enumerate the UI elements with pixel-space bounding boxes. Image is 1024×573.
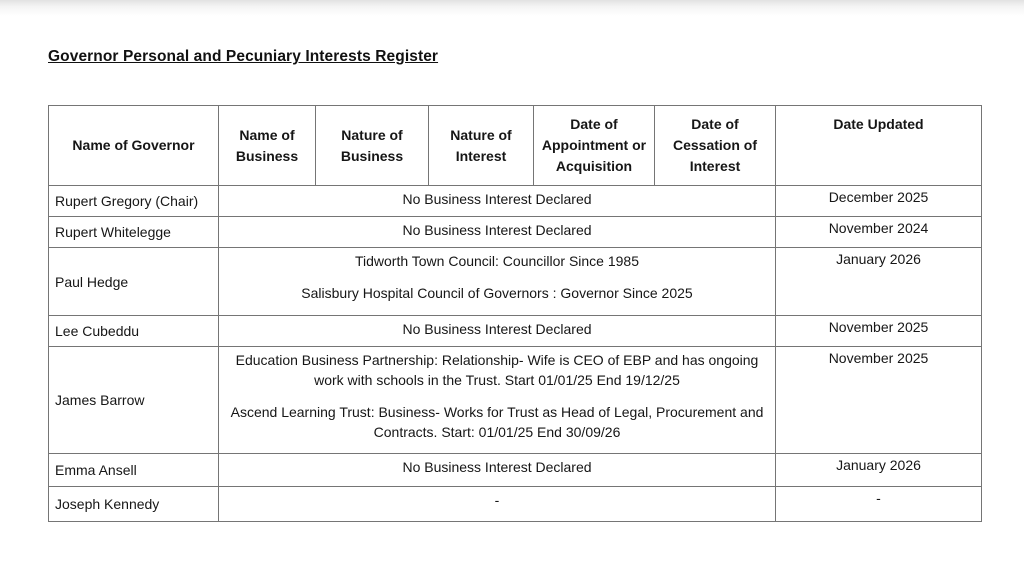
interest-declaration-cell <box>219 487 776 522</box>
interest-declaration-cell <box>219 217 776 248</box>
column-header: Date of Cessation of Interest <box>655 106 776 186</box>
interest-line: Tidworth Town Council: Councillor Since 1985 <box>354 253 640 269</box>
interest-line: No Business Interest Declared <box>402 222 592 238</box>
interest-line: Salisbury Hospital Council of Governors : Governor Since 2025 <box>301 285 693 301</box>
interest-declaration-cell <box>219 248 776 316</box>
interest-line: - <box>494 492 500 508</box>
table-row <box>49 347 982 454</box>
date-updated-cell: December 2025 <box>776 186 982 217</box>
table-row <box>49 316 982 347</box>
table-row <box>49 454 982 487</box>
table-row <box>49 487 982 522</box>
column-header: Nature of Interest <box>429 106 534 186</box>
page-title: Governor Personal and Pecuniary Interests Register <box>48 48 439 65</box>
interest-line: Education Business Partnership: Relationship- Wife is CEO of EBP and has ongoing work with schools in the Trust. Start 01/01/25 End 19/12/25 <box>235 352 759 388</box>
table-row <box>49 217 982 248</box>
date-updated-cell: - <box>776 487 982 522</box>
governor-name-cell: Joseph Kennedy <box>49 487 219 522</box>
column-header: Nature of Business <box>316 106 429 186</box>
date-updated-cell: January 2026 <box>776 454 982 487</box>
date-updated-cell: November 2025 <box>776 347 982 454</box>
table-header <box>49 106 982 186</box>
governor-name-cell: Paul Hedge <box>49 248 219 316</box>
column-header: Name of Governor <box>49 106 219 186</box>
interest-line: No Business Interest Declared <box>402 191 592 207</box>
interest-declaration-cell <box>219 186 776 217</box>
column-header: Name of Business <box>219 106 316 186</box>
interest-line: Ascend Learning Trust: Business- Works for Trust as Head of Legal, Procurement and Contracts. Start: 01/01/25 End 30/09/26 <box>230 404 764 440</box>
date-updated-cell: November 2024 <box>776 217 982 248</box>
table-header-row <box>49 106 982 186</box>
governor-name-cell: Emma Ansell <box>49 454 219 487</box>
table-body <box>49 186 982 522</box>
interests-register-table <box>48 105 982 522</box>
table-row <box>49 186 982 217</box>
date-updated-cell: November 2025 <box>776 316 982 347</box>
governor-name-cell: Rupert Gregory (Chair) <box>49 186 219 217</box>
interest-line: No Business Interest Declared <box>402 321 592 337</box>
governor-name-cell: James Barrow <box>49 347 219 454</box>
top-shadow-gradient <box>0 0 1024 16</box>
interest-declaration-cell <box>219 454 776 487</box>
interest-declaration-cell <box>219 347 776 454</box>
table-row <box>49 248 982 316</box>
interest-declaration-cell <box>219 316 776 347</box>
governor-name-cell: Rupert Whitelegge <box>49 217 219 248</box>
column-header: Date Updated <box>776 106 982 186</box>
column-header: Date of Appointment or Acquisition <box>534 106 655 186</box>
interest-line: No Business Interest Declared <box>402 459 592 475</box>
date-updated-cell: January 2026 <box>776 248 982 316</box>
governor-name-cell: Lee Cubeddu <box>49 316 219 347</box>
